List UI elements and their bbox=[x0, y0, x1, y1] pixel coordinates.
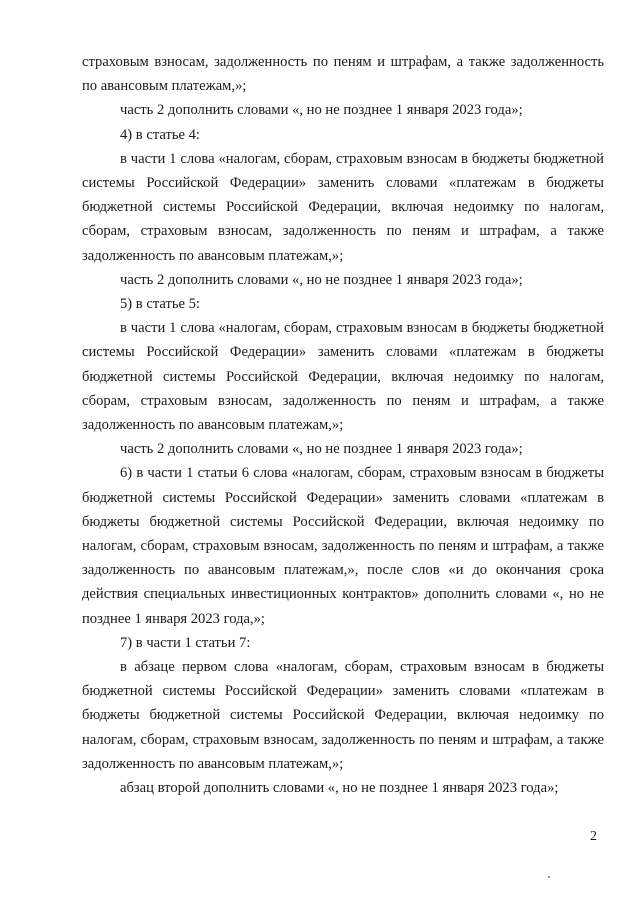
paragraph-item-5-part-2: часть 2 дополнить словами «, но не позднее 1 января 2023 года»; bbox=[120, 441, 523, 458]
paragraph-item-7-abzac-2: абзац второй дополнить словами «, но не позднее 1 января 2023 года»; bbox=[120, 780, 559, 797]
paragraph-item-6: 6) в части 1 статьи 6 слова «налогам, сборам, страховым взносам в бюджеты бюджетной системы Российской Федерации» заменить словами «платежам в бюджеты бюджетной системы Российской Федерации, включая недоимку по налогам, сборам, страховым взносам, задолженность по пеням и штрафам, а также задолженность по авансовым платежам,», после слов «и до окончания срока действия специальных инвестиционных контрактов» дополнить словами «, но не позднее 1 января 2023 года,»; bbox=[82, 465, 604, 627]
page-number: 2 bbox=[590, 829, 597, 844]
paragraph-item-7-heading: 7) в части 1 статьи 7: bbox=[120, 634, 251, 651]
paragraph-continuation: страховым взносам, задолженность по пеням и штрафам, а также задолженность по авансовым платежам,»; bbox=[82, 54, 604, 95]
paragraph-item-7-abzac-1: в абзаце первом слова «налогам, сборам, страховым взносам в бюджеты бюджетной системы Российской Федерации» заменить словами «платежам в бюджеты бюджетной системы Российской Федерации, включая недоимку по налогам, сборам, страховым взносам, задолженность по пеням и штрафам, а также задолженность по авансовым платежам,»; bbox=[82, 659, 604, 772]
document-body bbox=[82, 50, 604, 800]
paragraph-amend-part-2: часть 2 дополнить словами «, но не позднее 1 января 2023 года»; bbox=[120, 102, 523, 119]
paragraph-item-4-part-1: в части 1 слова «налогам, сборам, страховым взносам в бюджеты бюджетной системы Российской Федерации» заменить словами «платежам в бюджеты бюджетной системы Российской Федерации, включая недоимку по налогам, сборам, страховым взносам, задолженность по пеням и штрафам, а также задолженность по авансовым платежам,»; bbox=[82, 150, 604, 264]
scan-speck bbox=[548, 876, 550, 878]
paragraph-item-4-heading: 4) в статье 4: bbox=[120, 126, 200, 143]
paragraph-item-5-heading: 5) в статье 5: bbox=[120, 296, 200, 313]
paragraph-item-5-part-1: в части 1 слова «налогам, сборам, страховым взносам в бюджеты бюджетной системы Российской Федерации» заменить словами «платежам в бюджеты бюджетной системы Российской Федерации, включая недоимку по налогам, сборам, страховым взносам, задолженность по пеням и штрафам, а также задолженность по авансовым платежам,»; bbox=[82, 320, 604, 434]
paragraph-item-4-part-2: часть 2 дополнить словами «, но не позднее 1 января 2023 года»; bbox=[120, 271, 523, 288]
